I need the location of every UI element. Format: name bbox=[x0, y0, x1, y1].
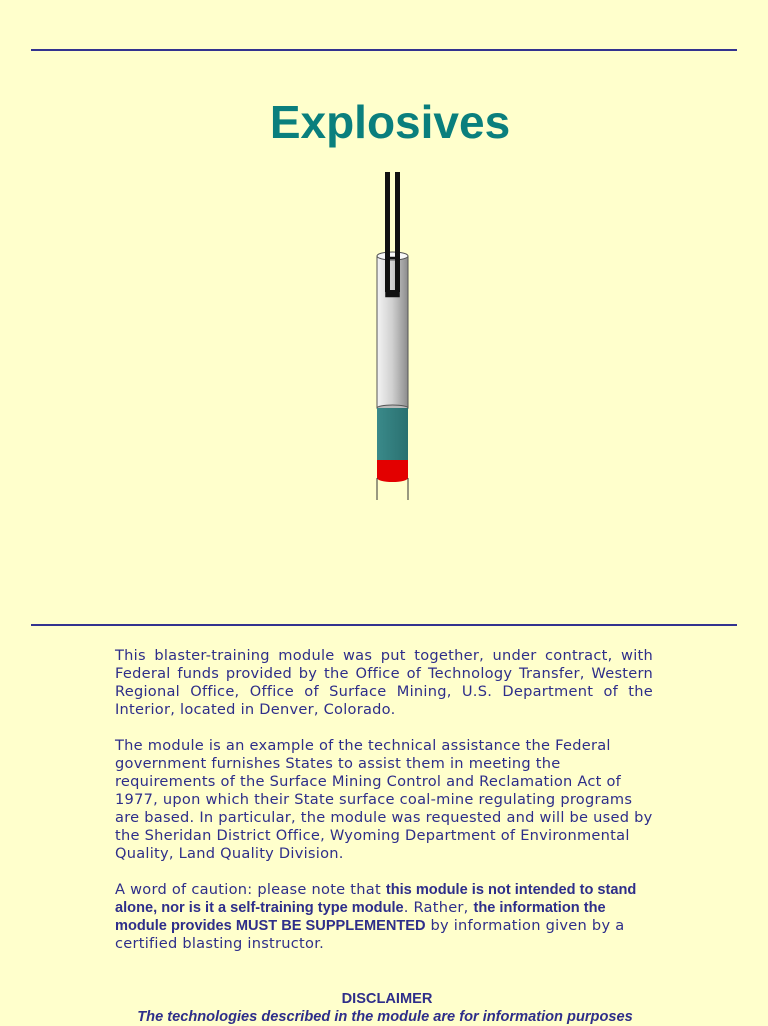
caution-text-2: . Rather, bbox=[403, 899, 474, 916]
caution-bold-2: the information the module provides MUST BE SUPPLEMENTED bbox=[115, 900, 606, 934]
module-paragraph: The module is an example of the technical assistance the Federal government furnishes States to assist them in meeting the requirements of the Surface Mining Control and Reclamation Act of 1977, upon which their State surface coal-mine regulating programs are based. In particular, the module was requested and will be used by the Sheridan District Office, Wyoming Department of Environmental Quality, Land Quality Division. bbox=[115, 737, 653, 862]
disclaimer-text: The technologies described in the module are for information purposes bbox=[137, 1009, 633, 1025]
module-description bbox=[115, 647, 653, 971]
caution-text-3: by information given by a certified blasting instructor. bbox=[115, 917, 625, 952]
caution-bold-1: this module is not intended to stand alone, nor is it a self-training type module bbox=[115, 882, 637, 916]
blasting-cartridge-icon bbox=[372, 170, 414, 502]
disclaimer-heading: DISCLAIMER bbox=[341, 991, 433, 1007]
caution-paragraph bbox=[115, 881, 653, 953]
top-divider bbox=[31, 49, 737, 51]
intro-paragraph: This blaster-training module was put together, under contract, with Federal funds provided by the Office of Technology Transfer, Western Regional Office, Office of Surface Mining, U.S. Department of the Interior, located in Denver, Colorado. bbox=[115, 647, 653, 718]
cartridge-casing bbox=[377, 252, 408, 411]
cartridge-teal-band bbox=[377, 408, 408, 460]
bottom-divider bbox=[31, 624, 737, 626]
caution-text-1: A word of caution: please note that bbox=[115, 881, 386, 898]
cartridge-red-band bbox=[377, 460, 408, 482]
page-title: Explosives bbox=[269, 96, 511, 148]
